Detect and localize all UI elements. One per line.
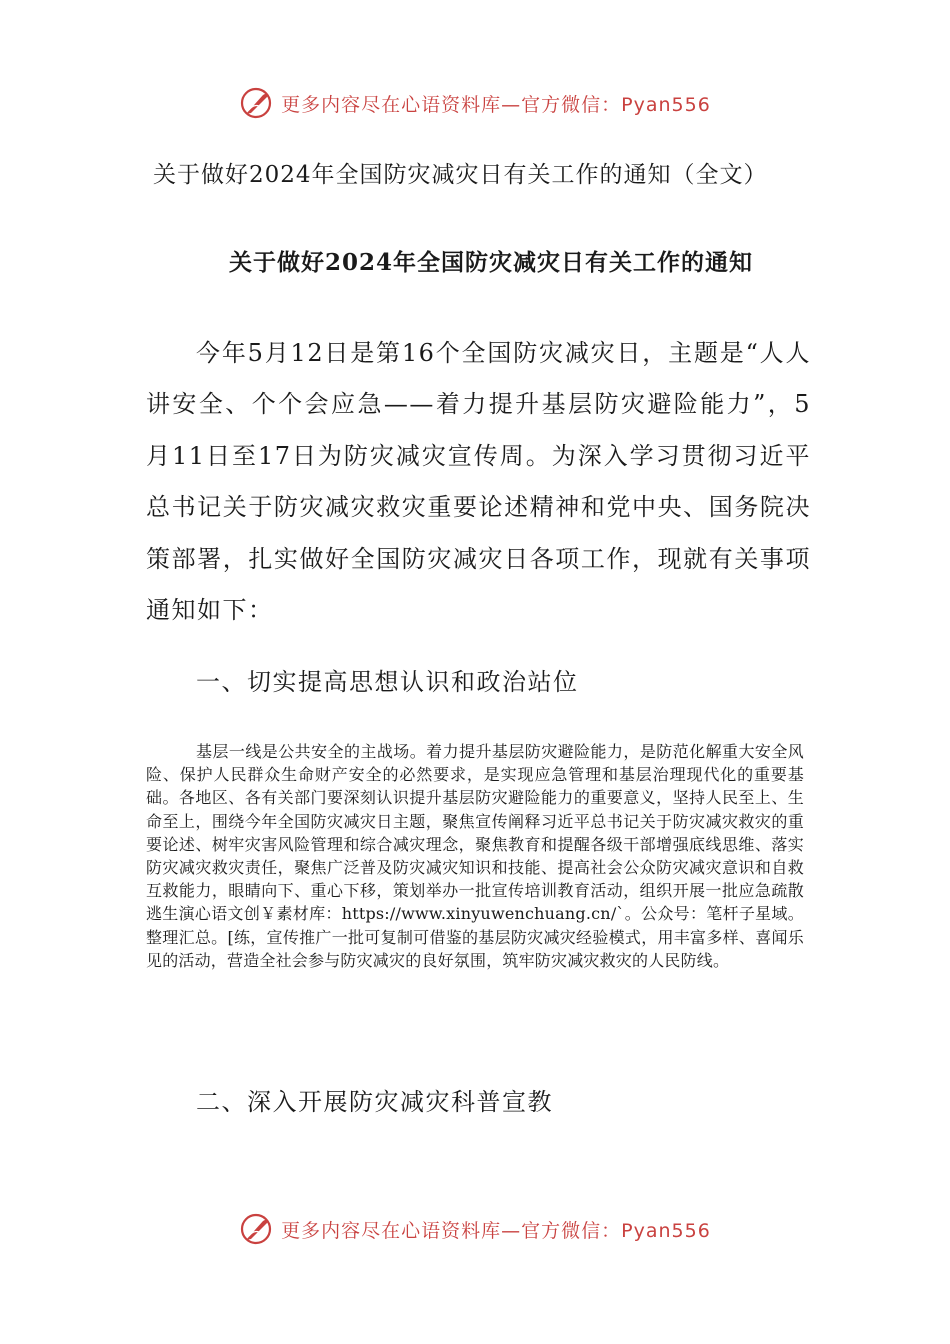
quill-logo-icon <box>239 1212 273 1246</box>
watermark-text: 更多内容尽在心语资料库—官方微信：Pyan556 <box>281 1219 711 1242</box>
watermark-header <box>0 86 950 120</box>
lead-paragraph: 今年5月12日是第16个全国防灾减灾日，主题是“人人讲安全、个个会应急——着力提升基层防灾避险能力”，5月11日至17日为防灾减灾宣传周。为深入学习贯彻习近平总书记关于防灾减灾救灾重要论述精神和党中央、国务院决策部署，扎实做好全国防灾减灾日各项工作，现就有关事项通知如下： <box>146 339 811 625</box>
section-1-body: 基层一线是公共安全的主战场。着力提升基层防灾避险能力，是防范化解重大安全风险、保护人民群众生命财产安全的必然要求，是实现应急管理和基层治理现代化的重要基础。各地区、各有关部门要深刻认识提升基层防灾避险能力的重要意义，坚持人民至上、生命至上，围绕今年全国防灾减灾日主题，聚焦宣传阐释习近平总书记关于防灾减灾救灾的重要论述、树牢灾害风险管理和综合减灾理念，聚焦教育和提醒各级干部增强底线思维、落实防灾减灾救灾责任，聚焦广泛普及防灾减灾知识和技能、提高社会公众防灾减灾意识和自救互救能力，眼睛向下、重心下移，策划举办一批宣传培训教育活动，组织开展一批应急疏散逃生演心语文创￥素材库：https://www.xinyuwenchuang.cn/`。公众号：笔杆子星域。整理汇总。[练，宣传推广一批可复制可借鉴的基层防灾减灾经验模式，用丰富多样、喜闻乐见的活动，营造全社会参与防灾减灾的良好氛围，筑牢防灾减灾救灾的人民防线。 <box>146 742 804 970</box>
notice-title: 关于做好2024年全国防灾减灾日有关工作的通知 <box>229 249 754 276</box>
section-1-heading: 一、切实提高思想认识和政治站位 <box>196 668 579 696</box>
quill-logo-icon <box>239 86 273 120</box>
document-title: 关于做好2024年全国防灾减灾日有关工作的通知（全文） <box>153 162 768 188</box>
section-2-heading: 二、深入开展防灾减灾科普宣教 <box>196 1088 553 1116</box>
watermark-footer <box>0 1212 950 1246</box>
watermark-text: 更多内容尽在心语资料库—官方微信：Pyan556 <box>281 93 711 116</box>
